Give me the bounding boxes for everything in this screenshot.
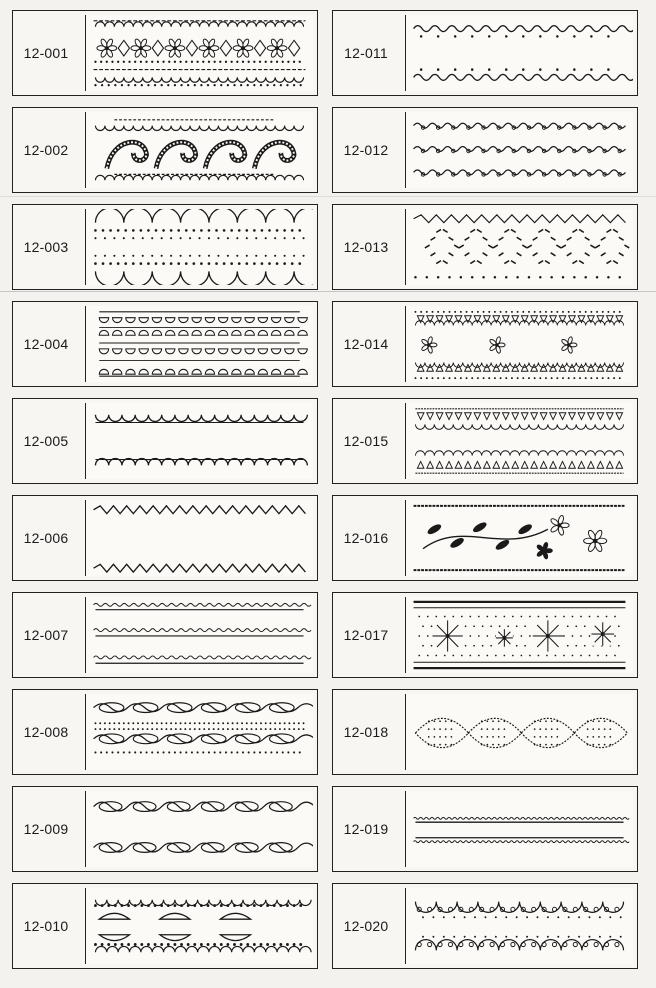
catalog-column-left xyxy=(12,10,318,980)
scan-artifact-line xyxy=(0,196,656,197)
pattern-card-12-018[interactable] xyxy=(332,689,638,775)
pattern-code: 12-003 xyxy=(23,239,69,255)
pattern-swatch-triple-wavy-dots xyxy=(405,112,633,188)
pattern-swatch-oval-chains-dotted xyxy=(85,694,313,770)
scan-artifact-line xyxy=(0,291,656,292)
pattern-drawing xyxy=(406,112,633,188)
pattern-code: 12-002 xyxy=(23,142,69,158)
pattern-card-12-016[interactable] xyxy=(332,495,638,581)
pattern-card-12-001[interactable] xyxy=(12,10,318,96)
pattern-code: 12-018 xyxy=(343,724,389,740)
pattern-code: 12-007 xyxy=(23,627,69,643)
pattern-drawing xyxy=(86,694,313,770)
pattern-drawing xyxy=(86,209,313,285)
pattern-swatch-lace-flowers xyxy=(405,306,633,382)
pattern-card-12-005[interactable] xyxy=(12,398,318,484)
pattern-drawing xyxy=(86,403,313,479)
pattern-code: 12-019 xyxy=(343,821,389,837)
pattern-card-12-002[interactable] xyxy=(12,107,318,193)
pattern-code: 12-013 xyxy=(343,239,389,255)
pattern-drawing xyxy=(86,112,313,188)
pattern-code: 12-017 xyxy=(343,627,389,643)
pattern-drawing xyxy=(406,597,633,673)
pattern-card-12-020[interactable] xyxy=(332,883,638,969)
pattern-code: 12-016 xyxy=(343,530,389,546)
pattern-card-12-009[interactable] xyxy=(12,786,318,872)
pattern-card-12-007[interactable] xyxy=(12,592,318,678)
pattern-card-12-012[interactable] xyxy=(332,107,638,193)
pattern-card-12-014[interactable] xyxy=(332,301,638,387)
pattern-code: 12-006 xyxy=(23,530,69,546)
pattern-code: 12-009 xyxy=(23,821,69,837)
pattern-swatch-leaf-flower-band xyxy=(405,500,633,576)
pattern-drawing xyxy=(86,791,313,867)
pattern-card-12-013[interactable] xyxy=(332,204,638,290)
pattern-drawing xyxy=(86,15,313,91)
pattern-code: 12-010 xyxy=(23,918,69,934)
pattern-card-12-017[interactable] xyxy=(332,592,638,678)
pattern-swatch-oval-chains xyxy=(85,791,313,867)
pattern-code: 12-011 xyxy=(344,45,388,61)
pattern-drawing xyxy=(406,209,633,285)
pattern-card-12-008[interactable] xyxy=(12,689,318,775)
pattern-code: 12-015 xyxy=(343,433,389,449)
pattern-card-12-004[interactable] xyxy=(12,301,318,387)
pattern-code: 12-014 xyxy=(343,336,389,352)
pattern-card-12-003[interactable] xyxy=(12,204,318,290)
pattern-drawing xyxy=(86,597,313,673)
pattern-swatch-eyelet-floral-band xyxy=(85,15,313,91)
pattern-swatch-wave-scroll xyxy=(85,112,313,188)
pattern-drawing xyxy=(406,500,633,576)
pattern-swatch-fine-wave-pair xyxy=(405,791,633,867)
pattern-drawing xyxy=(406,306,633,382)
pattern-swatch-eyelet-scallop-ovals xyxy=(85,888,313,964)
pattern-swatch-wavy-double-lines xyxy=(85,597,313,673)
catalog-column-right xyxy=(332,10,638,980)
pattern-drawing xyxy=(406,694,633,770)
pattern-swatch-zigzag-edges xyxy=(85,500,313,576)
pattern-code: 12-020 xyxy=(343,918,389,934)
pattern-swatch-scallop-eyelet-pair xyxy=(85,209,313,285)
pattern-card-12-011[interactable] xyxy=(332,10,638,96)
pattern-drawing xyxy=(86,306,313,382)
pattern-swatch-wavy-dots xyxy=(405,15,633,91)
pattern-code: 12-008 xyxy=(23,724,69,740)
pattern-drawing xyxy=(86,500,313,576)
pattern-swatch-diamond-dashes xyxy=(405,209,633,285)
pattern-card-12-010[interactable] xyxy=(12,883,318,969)
pattern-swatch-scallop-edges xyxy=(85,403,313,479)
pattern-card-12-015[interactable] xyxy=(332,398,638,484)
pattern-drawing xyxy=(406,791,633,867)
pattern-code: 12-005 xyxy=(23,433,69,449)
pattern-code: 12-012 xyxy=(343,142,389,158)
pattern-card-12-019[interactable] xyxy=(332,786,638,872)
pattern-drawing xyxy=(406,15,633,91)
pattern-card-12-006[interactable] xyxy=(12,495,318,581)
pattern-code: 12-001 xyxy=(23,45,69,61)
pattern-swatch-dot-scallop-pair xyxy=(405,888,633,964)
pattern-swatch-scallop-bubbles xyxy=(405,694,633,770)
pattern-drawing xyxy=(406,403,633,479)
pattern-swatch-snowflake-band xyxy=(405,597,633,673)
pattern-swatch-semicircle-rows xyxy=(85,306,313,382)
pattern-code: 12-004 xyxy=(23,336,69,352)
pattern-drawing xyxy=(406,888,633,964)
pattern-swatch-triangle-lace-edges xyxy=(405,403,633,479)
pattern-drawing xyxy=(86,888,313,964)
